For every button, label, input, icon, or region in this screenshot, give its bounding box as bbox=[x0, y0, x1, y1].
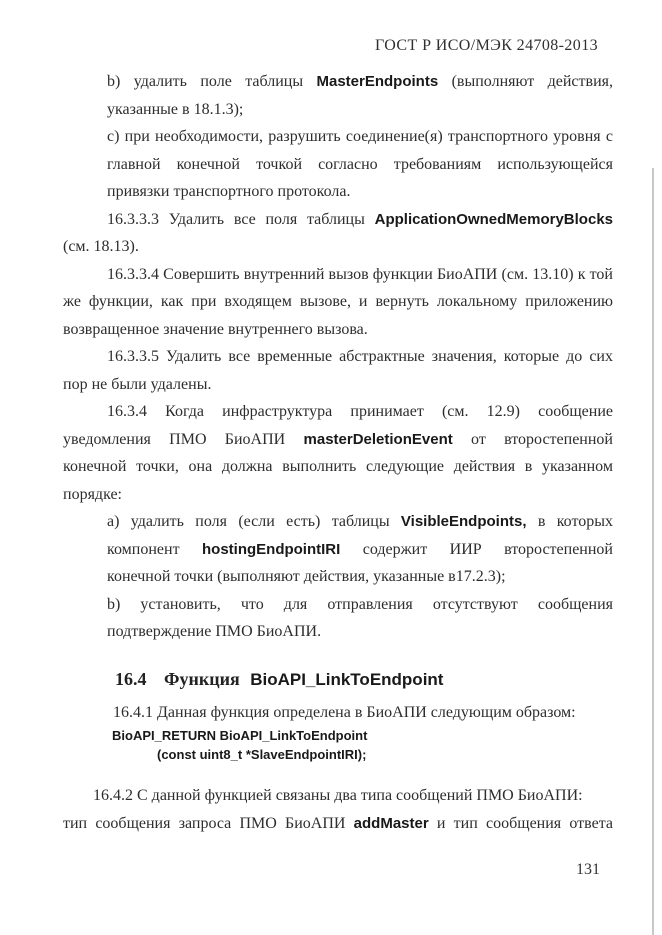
text-line: b) установить, что для отправления отсутствуют сообщения bbox=[107, 595, 613, 613]
api-term: masterDeletionEvent bbox=[303, 430, 453, 448]
code-block bbox=[63, 726, 613, 764]
text-line: тип сообщения запроса ПМО БиоАПИ addMaster и тип сообщения ответа bbox=[63, 814, 613, 832]
paragraph-16-4-1: 16.4.1 Данная функция определена в БиоАПИ следующим образом: bbox=[113, 703, 576, 721]
text-line: привязки транспортного протокола. bbox=[107, 183, 351, 200]
text-line: 16.3.3.3 Удалить все поля таблицы ApplicationOwnedMemoryBlocks bbox=[107, 210, 613, 228]
scan-artifact-line bbox=[652, 168, 654, 935]
section-heading bbox=[63, 664, 613, 695]
text-line: уведомления ПМО БиоАПИ masterDeletionEvent от второстепенной bbox=[63, 430, 613, 448]
text-line: a) удалить поля (если есть) таблицы VisibleEndpoints, в которых bbox=[107, 513, 613, 530]
page-number: 131 bbox=[576, 861, 600, 878]
api-term: VisibleEndpoints, bbox=[400, 513, 527, 530]
code-line: (const uint8_t *SlaveEndpointIRI); bbox=[157, 747, 367, 762]
text-line: конечной точки (выполняют действия, указанные в17.2.3); bbox=[107, 568, 506, 585]
section-title: Функция bbox=[164, 668, 240, 689]
body-text-top bbox=[63, 68, 613, 646]
text-line: b) удалить поле таблицы MasterEndpoints (выполняют действия, bbox=[107, 73, 613, 90]
text-line: 16.3.3.5 Удалить все временные абстрактные значения, которые до сих bbox=[107, 348, 613, 365]
text-line: указанные в 18.1.3); bbox=[107, 100, 244, 118]
text-line: 16.3.4 Когда инфраструктура принимает (см. 12.9) сообщение bbox=[107, 403, 613, 420]
text-line: компонент hostingEndpointIRI содержит ИИР второстепенной bbox=[107, 540, 613, 558]
section-function-name: BioAPI_LinkToEndpoint bbox=[250, 669, 444, 689]
page-header bbox=[0, 0, 662, 54]
text-line: c) при необходимости, разрушить соединение(я) транспортного уровня с bbox=[107, 128, 613, 145]
api-term: addMaster bbox=[353, 814, 429, 832]
body-text-bottom bbox=[63, 782, 613, 837]
api-term: ApplicationOwnedMemoryBlocks bbox=[374, 210, 613, 228]
text-line: подтверждение ПМО БиоАПИ. bbox=[107, 623, 322, 640]
text-line: пор не были удалены. bbox=[63, 375, 212, 393]
text-line: конечной точки, она должна выполнить следующие действия в указанном bbox=[63, 458, 613, 475]
text-line: 16.3.3.4 Совершить внутренний вызов функции БиоАПИ (см. 13.10) к той bbox=[107, 265, 613, 283]
text-line: (см. 18.13). bbox=[63, 238, 139, 255]
text-line: возвращенное значение внутреннего вызова. bbox=[63, 320, 368, 338]
section-number: 16.4 bbox=[115, 668, 147, 689]
text-line: 16.4.2 С данной функцией связаны два типа сообщений ПМО БиоАПИ: bbox=[93, 787, 583, 804]
text-line: же функции, как при входящем вызове, и вернуть локальному приложению bbox=[63, 293, 613, 310]
code-line: BioAPI_RETURN BioAPI_LinkToEndpoint bbox=[112, 728, 368, 743]
document-content bbox=[63, 68, 613, 837]
text-line: главной конечной точкой согласно требованиям использующейся bbox=[107, 155, 613, 173]
standard-designation: ГОСТ Р ИСО/МЭК 24708-2013 bbox=[375, 37, 598, 54]
text-line: порядке: bbox=[63, 485, 122, 503]
api-term: MasterEndpoints bbox=[316, 73, 439, 90]
api-term: hostingEndpointIRI bbox=[202, 540, 341, 558]
